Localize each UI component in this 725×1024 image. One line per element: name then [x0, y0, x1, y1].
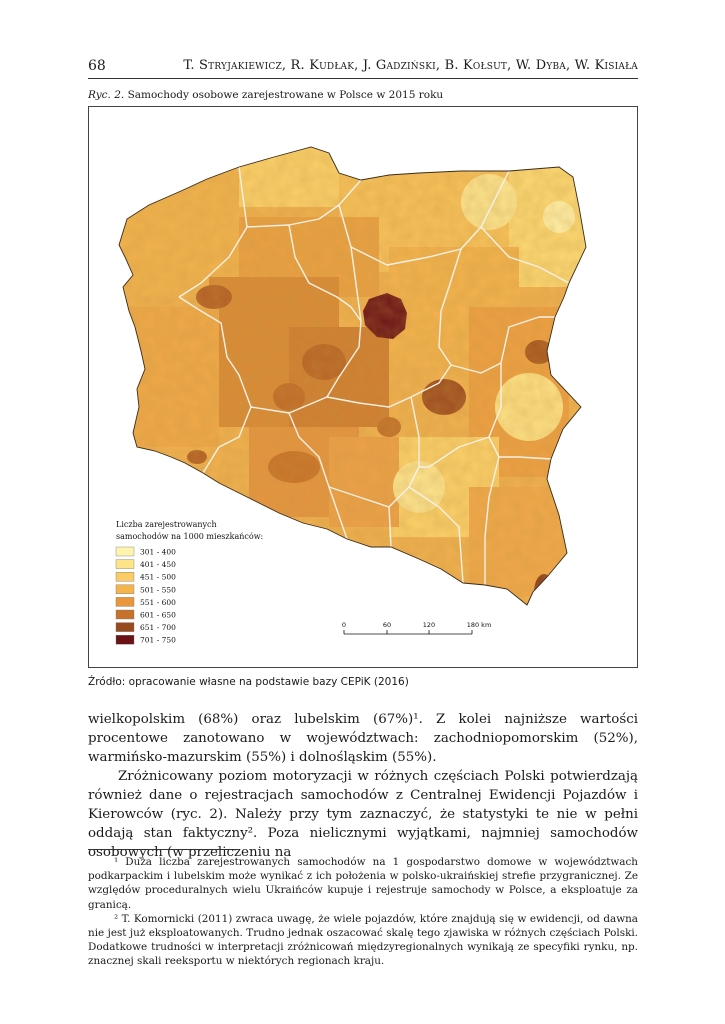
- legend-label-3: 451 - 500: [140, 572, 176, 582]
- legend-label-2: 401 - 450: [140, 560, 176, 570]
- legend-swatch-6: [116, 610, 134, 619]
- legend-label-1: 301 - 400: [140, 547, 176, 557]
- footnotes: [88, 855, 638, 969]
- legend-title-line1: Liczba zarejestrowanych: [116, 520, 217, 529]
- figure-caption: [88, 89, 443, 101]
- author-list: T. Stryjakiewicz, R. Kudłak, J. Gadziński, B. Kołsut, W. Dyba, W. Kisiała: [183, 58, 638, 73]
- legend-swatch-4: [116, 585, 134, 594]
- map-frame: [88, 106, 638, 668]
- legend-swatch-5: [116, 597, 134, 606]
- footnote-rule: [88, 849, 238, 850]
- paragraph-1: wielkopolskim (68%) oraz lubelskim (67%)¹. Z kolei najniższe wartości procentowe zanotowano w województwach: zachodniopomorskim (52%), warmińsko-mazurskim (55%) i dolnośląskim (55%).: [88, 712, 638, 765]
- scale-tick-60: 60: [382, 621, 392, 629]
- running-header: [88, 58, 638, 79]
- footnote-2: ² T. Komornicki (2011) zwraca uwagę, że wiele pojazdów, które znajdują się w ewidencji, od dawna nie jest już eksploatowanych. Trudno jednak oszacować skalę tego zjawiska w różnych częściach Polski. Dodatkowe trudności w interpretacji zróżnicowań międzyregionalnych wynikają ze specyfiki rynku, np. znacznej skali reeksportu w niektórych regionach kraju.: [88, 912, 638, 968]
- legend-label-6: 601 - 650: [140, 610, 176, 620]
- legend-swatch-3: [116, 572, 134, 581]
- legend-title-line2: samochodów na 1000 mieszkańców:: [116, 532, 264, 541]
- map-legend: [116, 520, 263, 645]
- scale-tick-120: 120: [422, 621, 436, 629]
- body-text: [88, 710, 638, 862]
- legend-label-4: 501 - 550: [140, 585, 176, 595]
- footnote-1: ¹ Duża liczba zarejestrowanych samochodów na 1 gospodarstwo domowe w województwach podkarpackim i lubelskim może wynikać z ich położenia w polsko-ukraińskiej strefie przygranicznej. Ze względów proceduralnych wielu Ukraińców kupuje i rejestruje samochody w Polsce, a eksploatuje za granicą.: [88, 856, 638, 911]
- poland-choropleth-map: [89, 107, 637, 667]
- legend-swatch-2: [116, 560, 134, 569]
- paragraph-2: Zróżnicowany poziom motoryzacji w różnych częściach Polski potwierdzają również dane o rejestracjach samochodów z Centralnej Ewidencji Pojazdów i Kierowców (ryc. 2). Należy przy tym zaznaczyć, że statystyki te nie w pełni oddają stan faktyczny². Poza nielicznymi wyjątkami, najmniej samochodów osobowych (w przeliczeniu na: [88, 769, 638, 860]
- legend-swatch-1: [116, 547, 134, 556]
- scale-tick-0: 0: [341, 621, 347, 629]
- legend-label-5: 551 - 600: [140, 597, 176, 607]
- legend-label-8: 701 - 750: [140, 635, 176, 645]
- scale-tick-180: 180 km: [466, 621, 492, 629]
- legend-label-7: 651 - 700: [140, 623, 176, 633]
- page-number: 68: [88, 58, 106, 74]
- legend-swatch-8: [116, 635, 134, 644]
- scale-bar: [342, 621, 491, 634]
- figure-source: Źródło: opracowanie własne na podstawie bazy CEPiK (2016): [88, 676, 409, 688]
- map-regions: [89, 107, 637, 667]
- figure-label: Ryc. 2.: [88, 89, 125, 101]
- figure-title: Samochody osobowe zarejestrowane w Polsce w 2015 roku: [127, 89, 444, 101]
- legend-swatch-7: [116, 623, 134, 632]
